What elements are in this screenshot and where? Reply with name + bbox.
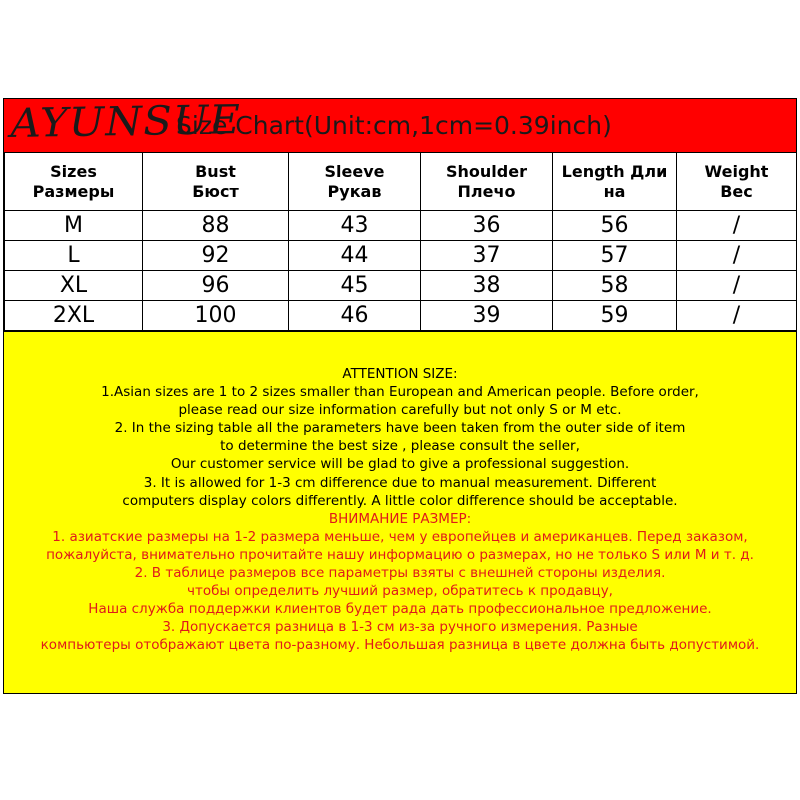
cell-size: 2XL: [5, 301, 143, 331]
notice-english-line: 3. It is allowed for 1-3 cm difference due to manual measurement. Different: [143, 474, 657, 491]
cell-bust: 88: [143, 211, 289, 241]
notice-russian-line: чтобы определить лучший размер, обратитесь к продавцу,: [187, 583, 613, 600]
notice-russian-line: 1. азиатские размеры на 1-2 размера меньше, чем у европейцев и американцев. Перед заказом,: [52, 528, 748, 545]
header-bust: Bust Бюст: [143, 153, 289, 211]
brand-logo: AYUNSUE: [10, 97, 242, 147]
cell-bust: 92: [143, 241, 289, 271]
cell-weight: /: [677, 301, 797, 331]
cell-length: 59: [553, 301, 677, 331]
title-bar: [4, 99, 796, 153]
notice-english-line: please read our size information carefully but not only S or M etc.: [178, 402, 622, 419]
table-row: [5, 211, 797, 241]
table-header-row: [5, 153, 797, 211]
cell-length: 57: [553, 241, 677, 271]
attention-notice: [4, 331, 796, 693]
cell-size: M: [5, 211, 143, 241]
cell-sleeve: 44: [289, 241, 421, 271]
notice-russian-line: компьютеры отображают цвета по-разному. Небольшая разница в цвете должна быть допустимой.: [40, 637, 760, 654]
cell-size: L: [5, 241, 143, 271]
cell-shoulder: 38: [421, 271, 553, 301]
cell-length: 58: [553, 271, 677, 301]
cell-sleeve: 43: [289, 211, 421, 241]
cell-bust: 96: [143, 271, 289, 301]
cell-size: XL: [5, 271, 143, 301]
notice-text: [4, 365, 796, 655]
table-row: [5, 301, 797, 331]
cell-sleeve: 45: [289, 271, 421, 301]
cell-length: 56: [553, 211, 677, 241]
notice-english-line: Our customer service will be glad to give a professional suggestion.: [170, 456, 630, 473]
cell-weight: /: [677, 241, 797, 271]
notice-russian-line: 3. Допускается разница в 1-3 см из-за ручного измерения. Разные: [162, 619, 638, 636]
cell-shoulder: 36: [421, 211, 553, 241]
size-chart: [3, 98, 797, 694]
header-length: Length Дли на: [553, 153, 677, 211]
cell-weight: /: [677, 271, 797, 301]
table-row: [5, 271, 797, 301]
notice-english-line: computers display colors differently. A little color difference should be acceptable.: [122, 492, 678, 509]
cell-shoulder: 37: [421, 241, 553, 271]
notice-russian-line: Наша служба поддержки клиентов будет рада дать профессиональное предложение.: [88, 601, 712, 618]
header-shoulder: Shoulder Плечо: [421, 153, 553, 211]
notice-english-heading: ATTENTION SIZE:: [342, 366, 458, 382]
notice-russian-heading: ВНИМАНИЕ РАЗМЕР:: [328, 510, 472, 527]
notice-english-line: to determine the best size , please consult the seller,: [220, 438, 580, 455]
size-table: [4, 152, 797, 331]
notice-russian-line: 2. В таблице размеров все параметры взяты с внешней стороны изделия.: [134, 565, 666, 582]
cell-sleeve: 46: [289, 301, 421, 331]
table-row: [5, 241, 797, 271]
cell-bust: 100: [143, 301, 289, 331]
header-sleeve: Sleeve Рукав: [289, 153, 421, 211]
notice-russian-line: пожалуйста, внимательно прочитайте нашу информацию о размерах, но не только S или M и т. д.: [46, 546, 754, 563]
chart-title: Size Chart(Unit:cm,1cm=0.39inch): [176, 111, 612, 140]
header-weight: Weight Вес: [677, 153, 797, 211]
notice-english-line: 2. In the sizing table all the parameters have been taken from the outer side of item: [114, 420, 686, 437]
header-sizes: Sizes Размеры: [5, 153, 143, 211]
cell-weight: /: [677, 211, 797, 241]
cell-shoulder: 39: [421, 301, 553, 331]
notice-english-line: 1.Asian sizes are 1 to 2 sizes smaller than European and American people. Before order,: [101, 384, 699, 401]
